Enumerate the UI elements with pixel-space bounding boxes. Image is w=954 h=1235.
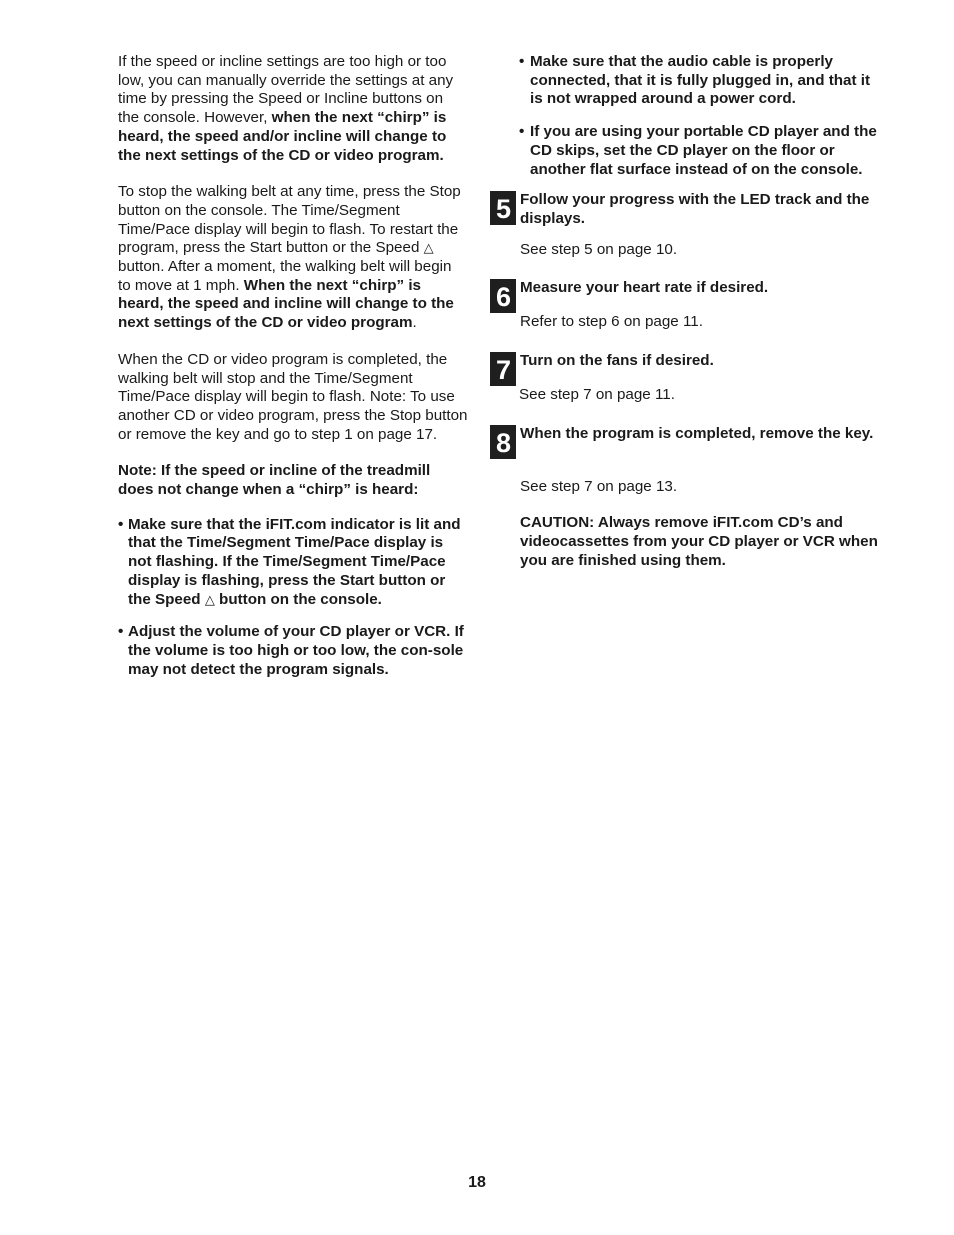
stop-period: . (412, 314, 417, 332)
bullet-icon: • (118, 515, 124, 533)
stop-text-continued: button. After a moment, the walking belt will begin to move at 1 mph. (118, 258, 452, 294)
step-body: See step 7 on page 11. (519, 386, 675, 404)
step-title: Measure your heart rate if desired. (520, 279, 769, 297)
step-title: Turn on the fans if desired. (520, 352, 714, 370)
bullet-text: If you are using your portable CD player and the CD skips, set the CD player on the floor or another flat surface instead of on the console. (530, 123, 877, 178)
step-5 (490, 191, 880, 259)
completed-paragraph: When the CD or video program is completed, the walking belt will stop and the Time/Segment Time/Pace display will begin to flash. Note: To use another CD or video program, press the Stop button or remove the key and go to step 1 on page 17. (118, 350, 468, 443)
bullet-icon: • (519, 53, 525, 70)
stop-bold-text: When the next “chirp” is heard, the speed and incline will change to the next settings of the CD or video program (118, 276, 454, 332)
right-column (490, 53, 880, 571)
step-7 (490, 352, 880, 405)
caution-text: CAUTION: Always remove iFIT.com CD’s and videocassettes from your CD player or VCR when you are finished using them. (520, 514, 878, 569)
bullet-icon: • (519, 123, 525, 141)
note-heading: Note: If the speed or incline of the treadmill does not change when a “chirp” is heard: (118, 462, 431, 499)
step-number-badge: 7 (490, 352, 516, 386)
step-number-badge: 8 (490, 425, 516, 459)
override-paragraph (118, 53, 468, 165)
step-number-badge: 6 (490, 279, 516, 313)
page-number: 18 (468, 1174, 486, 1191)
step-body: See step 5 on page 10. (520, 240, 678, 258)
bullet-audio-cable (519, 53, 880, 109)
speed-up-triangle-icon: △ (204, 591, 215, 607)
bullet-volume (118, 623, 468, 679)
step-title: When the program is completed, remove the key. (520, 424, 874, 442)
override-text: If the speed or incline settings are too high or too low, you can manually override the settings at any time by pressing the Speed or Incline buttons on the console. However, (118, 53, 454, 127)
bullet-indicator-check (118, 516, 468, 610)
bullet-text: Adjust the volume of your CD player or VCR. If the volume is too high or too low, the con-sole may not detect the program signals. (128, 623, 464, 678)
bullet-text: Make sure that the iFIT.com indicator is lit and that the Time/Segment Time/Pace display is not flashing. If the Time/Segment Time/Pace display is flashing, press the Start button or the Speed (128, 515, 461, 608)
bullet-icon: • (118, 623, 124, 641)
bullet-text-continued: button on the console. (214, 590, 382, 608)
step-6 (490, 279, 880, 332)
step-8 (490, 425, 880, 571)
override-bold-text: when the next “chirp” is heard, the speed and/or incline will change to the next settings of the CD or video program. (118, 109, 447, 164)
speed-up-triangle-icon: △ (423, 240, 434, 256)
stop-paragraph (118, 183, 468, 333)
step-title: Follow your progress with the LED track and the displays. (520, 191, 870, 227)
bullet-cd-skips (519, 123, 880, 179)
bullet-text: Make sure that the audio cable is properly connected, that it is fully plugged in, and that it is not wrapped around a power cord. (530, 53, 871, 108)
step-number-badge: 5 (490, 191, 516, 225)
left-column (118, 53, 468, 693)
step-body: See step 7 on page 13. (520, 477, 678, 495)
stop-text: To stop the walking belt at any time, press the Stop button on the console. The Time/Segment Time/Pace display will begin to flash. To restart the program, press the Start button or the Speed (118, 183, 461, 257)
step-body: Refer to step 6 on page 11. (520, 313, 703, 331)
